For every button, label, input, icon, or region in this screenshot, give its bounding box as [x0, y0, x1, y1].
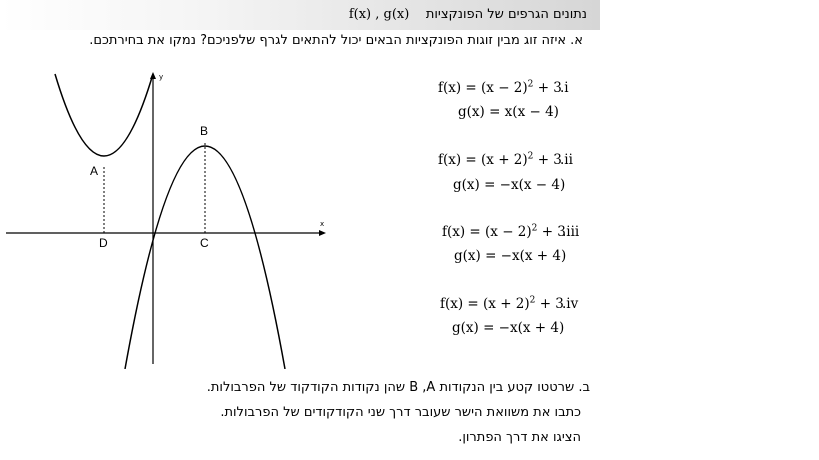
option-iii-number: .iii: [562, 224, 580, 240]
header-functions: f(x) , g(x): [348, 7, 410, 22]
option-i-g: g(x) = x(x − 4): [458, 104, 559, 120]
part-b-line-3: הציגו את דרך הפתרון.: [458, 430, 581, 445]
point-d-label: D: [99, 236, 108, 250]
x-axis-arrow: [319, 230, 326, 236]
option-iv-number: .iv: [562, 296, 579, 312]
option-ii-g: g(x) = −x(x − 4): [453, 177, 566, 193]
point-c-label: C: [200, 236, 209, 250]
option-iv-g: g(x) = −x(x + 4): [452, 320, 565, 336]
option-iii-f: $f(x) = (x - 2)^2 + 3$: [442, 223, 566, 240]
part-b-line-2: כתבו את משוואת הישר שעובר דרך שני הקודקודים של הפרבולות.: [220, 405, 581, 420]
option-ii-f: $f(x) = (x + 2)^2 + 3$: [438, 151, 562, 168]
x-axis-label: x: [320, 220, 325, 228]
point-b-label: B: [200, 124, 209, 138]
option-iv-f: $f(x) = (x + 2)^2 + 3$: [440, 295, 564, 312]
option-ii-number: .ii: [560, 152, 573, 168]
question-a: א. איזה זוג מבין זוגות הפונקציות הבאים יכול להתאים לגרף שלפניכם? נמקו את בחירתכם.: [89, 33, 583, 48]
parabola-graph: [0, 64, 335, 369]
option-iii-g: g(x) = −x(x + 4): [454, 248, 567, 264]
header-title: [349, 7, 587, 22]
option-i-f: $f(x) = (x - 2)^2 + 3$: [438, 79, 562, 96]
parabola-f: [55, 74, 153, 156]
header-title-text: נתונים הגרפים של הפונקציות: [425, 7, 587, 22]
part-b-line-1: ב. שרטטו קטע בין הנקודות B ,A שהן נקודות הקודקוד של הפרבולות.: [206, 380, 590, 395]
option-i-number: .i: [560, 80, 569, 96]
y-axis-label: y: [159, 73, 164, 81]
point-a-label: A: [90, 164, 99, 178]
